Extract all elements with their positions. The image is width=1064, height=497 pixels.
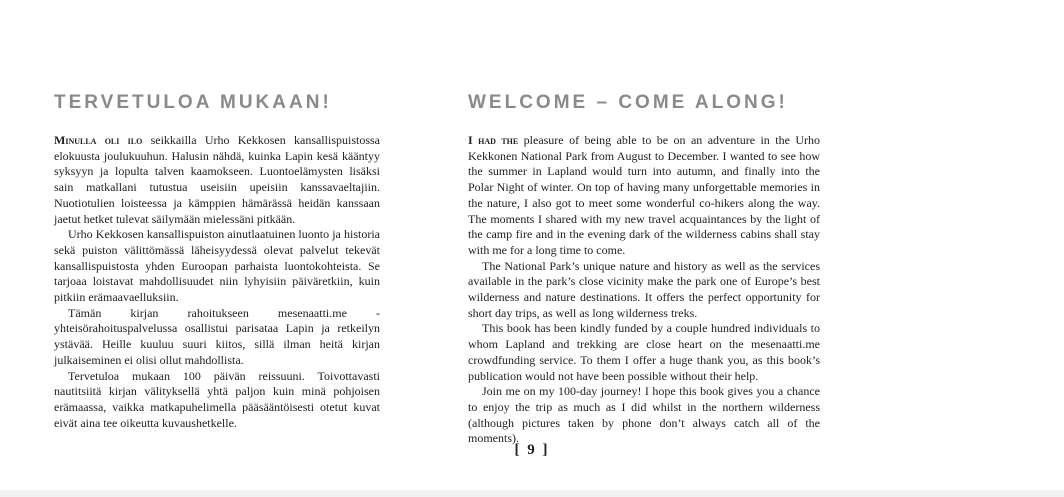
finnish-paragraph-2: Urho Kekkosen kansallispuiston ainutlaatuinen luonto ja historia sekä puiston välittömässä läheisyydessä olevat palvelut tekevät kansallispuistosta yhden Euroopan parhaista luontokohteista. Se tarjoaa loistavat mahdollisuudet niin lyhyisiin päiväretkiin, kuin pitkiin erämaavaelluksiin. [54,227,380,305]
english-paragraph-2: The National Park’s unique nature and history as well as the services available in the park’s close vicinity make the park one of Europe’s best wilderness and nature destinations. It offers the perfect opportunity for short day trips, as well as long wilderness treks. [468,258,820,320]
english-paragraph-3: This book has been kindly funded by a couple hundred individuals to whom Lapland and trekking are close heart on the mesenaatti.me crowdfunding service. To them I offer a huge thank you, as this book’s publication would not have been possible without their help. [468,321,820,383]
english-heading: WELCOME – COME ALONG! [468,92,788,113]
finnish-paragraph-1 [54,133,380,227]
english-column [468,92,820,447]
finnish-column [54,92,380,431]
finnish-heading: TERVETULOA MUKAAN! [54,92,332,113]
page-number: [ 9 ] [514,442,550,458]
english-paragraph-1 [468,133,820,259]
finnish-lead-in: Minulla oli ilo [54,133,143,147]
finnish-paragraph-1-text: seikkailla Urho Kekkosen kansallispuistossa elokuusta joulukuuhun. Halusin nähdä, kuinka Lapin kesä kääntyy syksyyn ja lopulta talven kaamokseen. Luontoelämysten lisäksi sain matkallani tutustua useisiin upeisiin kanssavaeltajiin. Nuotiotulien loisteessa ja kämppien hämärässä heidän kanssaan jaetut hetket tulevat säilymään mielessäni pitkään. [54,133,380,226]
finnish-paragraph-3: Tämän kirjan rahoitukseen mesenaatti.me -yhteisörahoituspalvelussa osallistui parisataa Lapin ja retkeilyn ystävää. Heille kuuluu suuri kiitos, sillä ilman heitä kirjan julkaiseminen ei olisi ollut mahdollista. [54,305,380,367]
finnish-paragraph-4: Tervetuloa mukaan 100 päivän reissuuni. Toivottavasti nautitsiitä kirjan välityksellä yhtä paljon kuin minä pohjoisen erämaassa, vaikka matkapuhelimella pääsääntöisesti otetut kuvat eivät aina tee oikeutta kuvaushetkelle. [54,368,380,430]
english-paragraph-4: Join me on my 100-day journey! I hope this book gives you a chance to enjoy the trip as much as I did whilst in the northern wilderness (although pictures taken by phone don’t always catch all of the moments). [468,384,820,446]
english-paragraph-1-text: pleasure of being able to be on an adventure in the Urho Kekkonen National Park from August to December. I wanted to see how the summer in Lapland would turn into autumn, and finally into the Polar Night of winter. On top of having many unforgettable memories in the nature, I also got to meet some wonderful co-hikers along the way. The moments I shared with my new travel acquaintances by the light of the camp fire and in the evening dark of the wilderness cabins shall stay with me for a long time to come. [468,133,821,257]
english-lead-in: I had the [468,133,519,147]
